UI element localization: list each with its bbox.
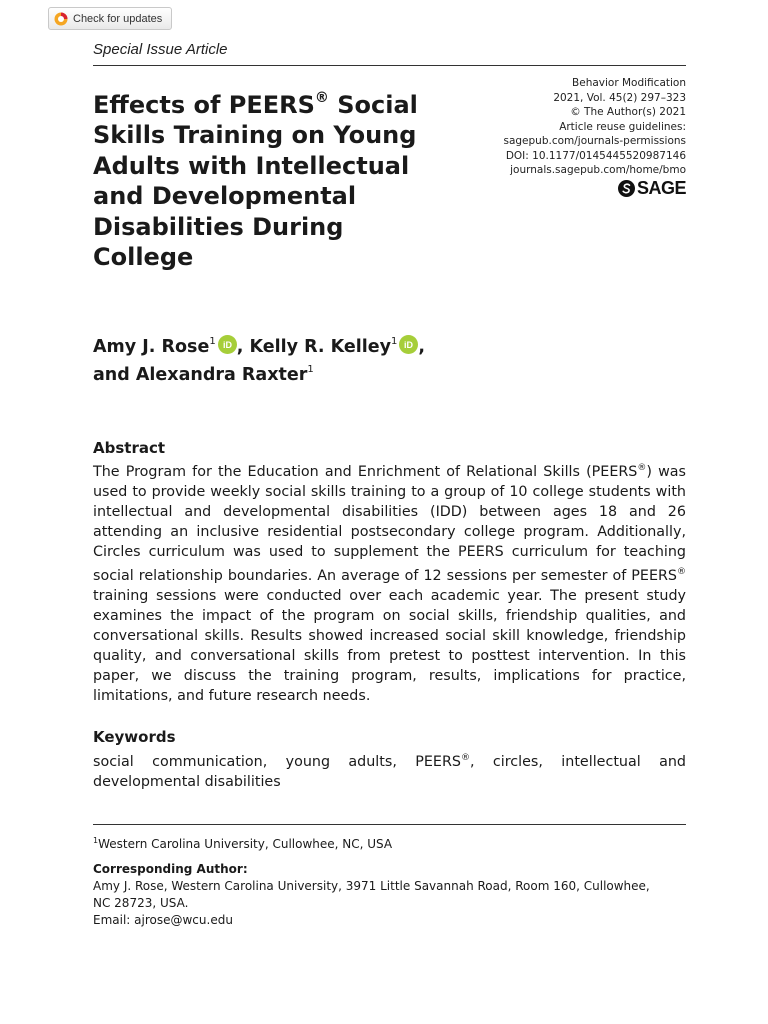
svg-text:iD: iD bbox=[404, 339, 414, 350]
journal-homepage-link[interactable]: journals.sagepub.com/home/bmo bbox=[510, 164, 686, 176]
author-name: Alexandra Raxter bbox=[135, 364, 308, 385]
check-for-updates-label: Check for updates bbox=[73, 12, 163, 25]
journal-copyright: © The Author(s) 2021 bbox=[570, 106, 686, 118]
sage-logo-icon bbox=[618, 180, 635, 197]
keywords-heading: Keywords bbox=[93, 728, 176, 746]
journal-metadata bbox=[503, 76, 686, 178]
reuse-guidelines-label: Article reuse guidelines: bbox=[559, 120, 686, 133]
journal-volume: 2021, Vol. 45(2) 297–323 bbox=[553, 91, 686, 104]
issue-type-label: Special Issue Article bbox=[93, 41, 228, 58]
author-name: Amy J. Rose bbox=[93, 336, 210, 357]
corresponding-author-heading: Corresponding Author: bbox=[93, 862, 248, 876]
check-for-updates-button[interactable] bbox=[48, 7, 172, 30]
abstract-heading: Abstract bbox=[93, 439, 166, 457]
sage-logo-text: SAGE bbox=[636, 178, 686, 198]
header-divider bbox=[93, 65, 686, 66]
author-list: Amy J. Rose$^1$ iD , Kelly R. Kelley$^1$ iD , and Alexandra Raxter$^1$ bbox=[93, 336, 426, 385]
corresponding-author-email[interactable]: Email: ajrose@wcu.edu bbox=[93, 913, 233, 927]
doi-link[interactable]: DOI: 10.1177/0145445520987146 bbox=[505, 149, 686, 162]
journal-name: Behavior Modification bbox=[572, 77, 686, 89]
svg-text:iD: iD bbox=[222, 339, 232, 350]
reuse-guidelines-link[interactable]: sagepub.com/journals-permissions bbox=[503, 135, 686, 147]
author-name: Kelly R. Kelley bbox=[249, 336, 392, 357]
orcid-icon[interactable] bbox=[399, 335, 418, 354]
footnote-divider bbox=[93, 824, 686, 825]
check-updates-icon bbox=[54, 12, 68, 26]
abstract-text: The Program for the Education and Enrichment of Relational Skills (PEERS®) was used to provide weekly social skills training to a group of 10 college students with intellectual and developmental disabilities (IDD) between ages 18 and 26 attending an inclusive residential postsecondary college program. Additionally, Circles curriculum was used to supplement the PEERS curriculum for teaching social relationship boundaries. An average of 12 sessions per semester of PEERS® training sessions were conducted over each academic year. The present study examines the impact of the program on social skills, friendship qualities, and conversational skills. Results showed increased social skill knowledge, friendship quality, and conversational skills from pretest to posttest intervention. In this paper, we discuss the training program, results, implications for practice, limitations, and future research needs. bbox=[93, 463, 687, 704]
keywords-text: social communication, young adults, PEERS®, circles, intellectual and developmental disabilities bbox=[93, 753, 687, 790]
article-title: Effects of PEERS® Social Skills Training on Young Adults with Intellectual and Developmental Disabilities During College bbox=[93, 90, 418, 272]
corresponding-author-details: Amy J. Rose, Western Carolina University, 3971 Little Savannah Road, Room 160, Cullowhee, NC 28723, USA. Email: ajrose@wcu.edu bbox=[93, 878, 686, 929]
sage-logo bbox=[618, 178, 686, 199]
affiliation-footnote: $^1$Western Carolina University, Cullowhee, NC, USA bbox=[93, 836, 393, 851]
orcid-icon[interactable] bbox=[218, 335, 237, 354]
